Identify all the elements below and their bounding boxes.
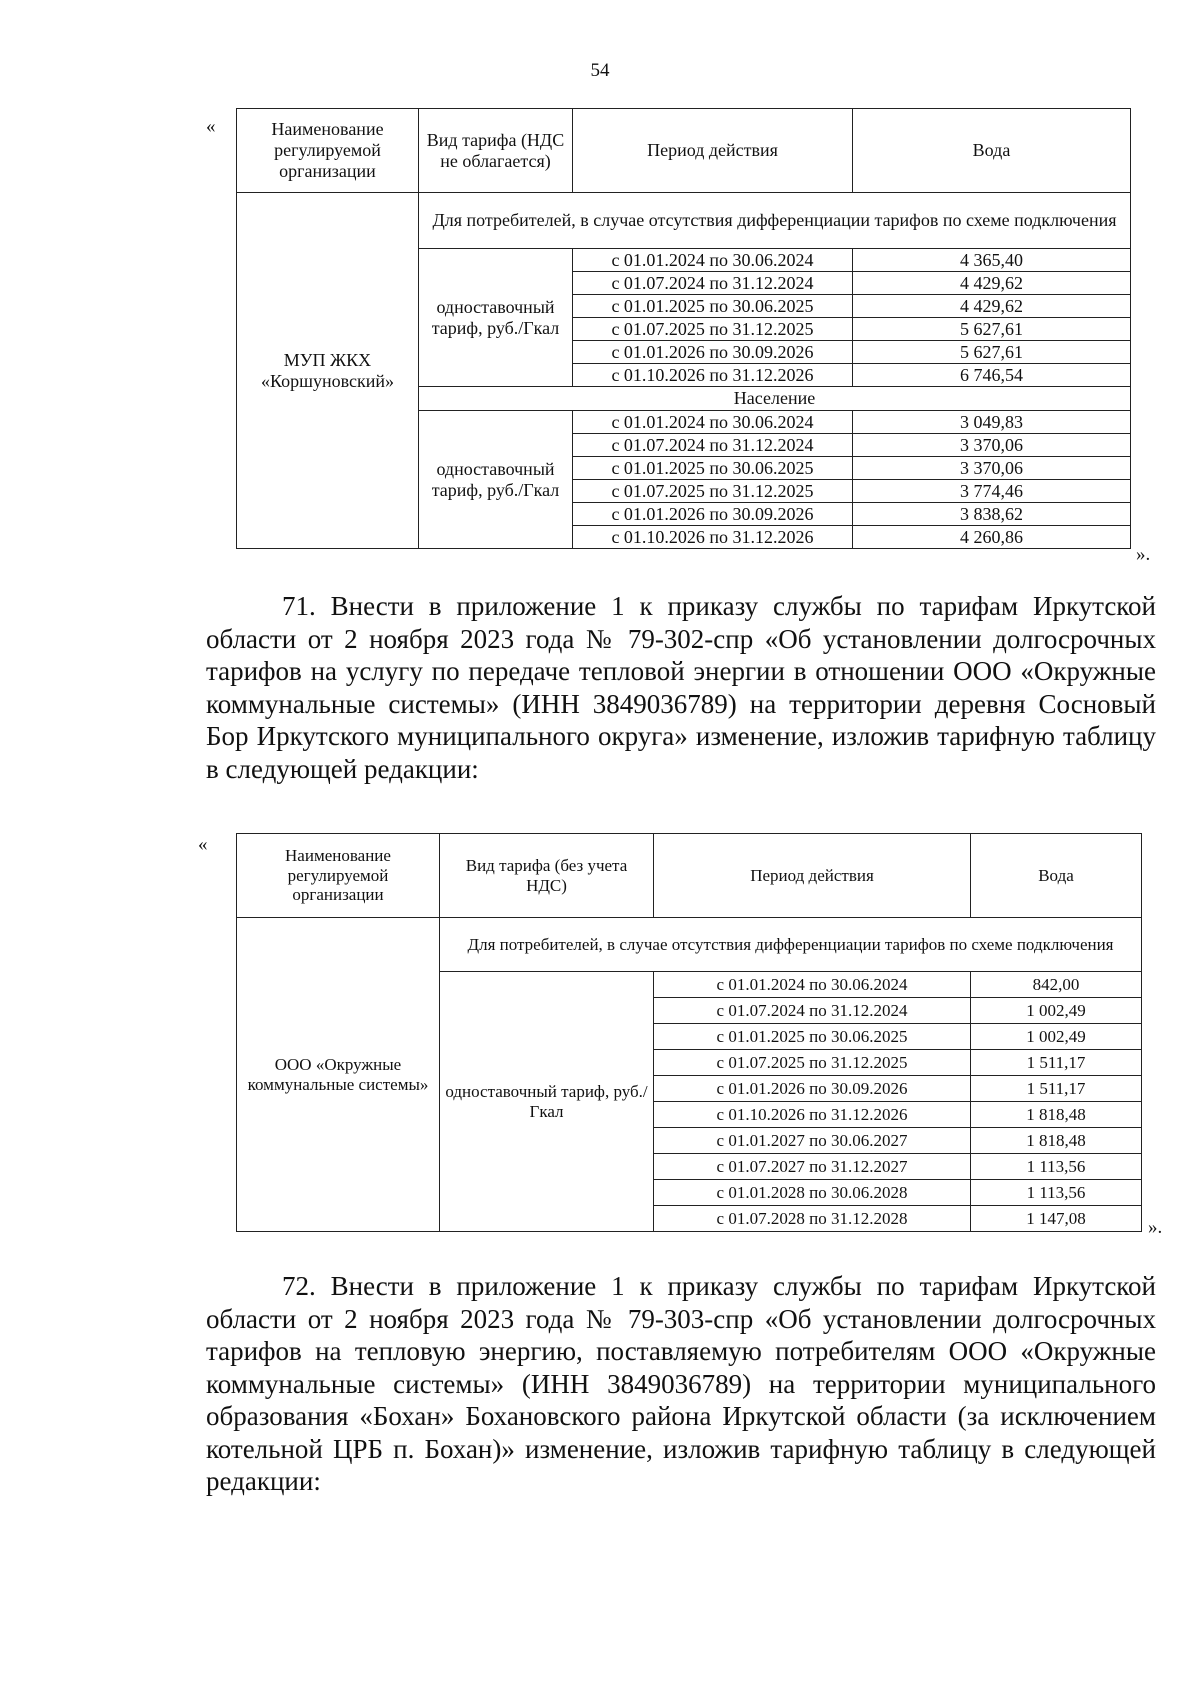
tariff-table-2: [236, 833, 1142, 1232]
tariff-table-1: [236, 108, 1131, 549]
value-cell: 5 627,61: [853, 341, 1131, 364]
organization-name: МУП ЖКХ «Коршуновский»: [237, 193, 419, 549]
header-org: Наименование регулируемой организации: [237, 834, 440, 918]
table2-close-quote: ».: [1148, 1217, 1163, 1238]
period-cell: с 01.01.2026 по 30.09.2026: [573, 503, 853, 526]
value-cell: 1 113,56: [971, 1180, 1142, 1206]
section-title: Население: [419, 387, 1131, 411]
value-cell: 1 511,17: [971, 1076, 1142, 1102]
period-cell: с 01.01.2026 по 30.09.2026: [573, 341, 853, 364]
period-cell: с 01.07.2024 по 31.12.2024: [573, 434, 853, 457]
value-cell: 4 260,86: [853, 526, 1131, 549]
value-cell: 1 147,08: [971, 1206, 1142, 1232]
tariff-type: одноставочный тариф, руб./Гкал: [440, 972, 654, 1232]
period-cell: с 01.01.2025 по 30.06.2025: [573, 295, 853, 318]
value-cell: 1 511,17: [971, 1050, 1142, 1076]
value-cell: 6 746,54: [853, 364, 1131, 387]
value-cell: 3 370,06: [853, 457, 1131, 480]
value-cell: 4 429,62: [853, 295, 1131, 318]
period-cell: с 01.07.2025 по 31.12.2025: [573, 480, 853, 503]
table2-open-quote: «: [198, 834, 208, 855]
period-cell: с 01.07.2027 по 31.12.2027: [654, 1154, 971, 1180]
value-cell: 3 370,06: [853, 434, 1131, 457]
header-water: Вода: [971, 834, 1142, 918]
paragraph-72: 72. Внести в приложение 1 к приказу службы по тарифам Иркутской области от 2 ноября 2023 года № 79-303-спр «Об установлении долгосрочных тарифов на тепловую энергию, поставляемую потребителям ООО «Окружные коммунальные системы» (ИНН 3849036789) на территории муниципального образования «Бохан» Бохановского района Иркутской области (за исключением котельной ЦРБ п. Бохан)» изменение, изложив тарифную таблицу в следующей редакции:: [206, 1271, 1156, 1496]
header-water: Вода: [853, 109, 1131, 193]
tariff-type: одноставочный тариф, руб./Гкал: [419, 411, 573, 549]
value-cell: 5 627,61: [853, 318, 1131, 341]
value-cell: 842,00: [971, 972, 1142, 998]
period-cell: с 01.07.2025 по 31.12.2025: [573, 318, 853, 341]
period-cell: с 01.10.2026 по 31.12.2026: [573, 364, 853, 387]
period-cell: с 01.01.2028 по 30.06.2028: [654, 1180, 971, 1206]
period-cell: с 01.10.2026 по 31.12.2026: [573, 526, 853, 549]
table-header-row: [237, 834, 1142, 918]
period-cell: с 01.07.2028 по 31.12.2028: [654, 1206, 971, 1232]
value-cell: 4 429,62: [853, 272, 1131, 295]
header-period: Период действия: [654, 834, 971, 918]
value-cell: 1 818,48: [971, 1128, 1142, 1154]
table-header-row: [237, 109, 1131, 193]
paragraph-71: 71. Внести в приложение 1 к приказу службы по тарифам Иркутской области от 2 ноября 2023 года № 79-302-спр «Об установлении долгосрочных тарифов на услугу по передаче тепловой энергии в отношении ООО «Окружные коммунальные системы» (ИНН 3849036789) на территории деревня Сосновый Бор Иркутского муниципального округа» изменение, изложив тарифную таблицу в следующей редакции:: [206, 591, 1156, 784]
period-cell: с 01.01.2024 по 30.06.2024: [654, 972, 971, 998]
value-cell: 3 838,62: [853, 503, 1131, 526]
period-cell: с 01.01.2024 по 30.06.2024: [573, 249, 853, 272]
value-cell: 1 002,49: [971, 998, 1142, 1024]
table1-close-quote: ».: [1136, 544, 1151, 565]
period-cell: с 01.07.2024 по 31.12.2024: [654, 998, 971, 1024]
page-number: 54: [590, 60, 610, 81]
value-cell: 4 365,40: [853, 249, 1131, 272]
period-cell: с 01.01.2025 по 30.06.2025: [654, 1024, 971, 1050]
header-period: Период действия: [573, 109, 853, 193]
period-cell: с 01.10.2026 по 31.12.2026: [654, 1102, 971, 1128]
organization-name: ООО «Окружные коммунальные системы»: [237, 918, 440, 1232]
header-tariff-type: Вид тарифа (НДС не облагается): [419, 109, 573, 193]
section-title: Для потребителей, в случае отсутствия дифференциации тарифов по схеме подключения: [440, 918, 1142, 972]
period-cell: с 01.01.2025 по 30.06.2025: [573, 457, 853, 480]
header-org: Наименование регулируемой организации: [237, 109, 419, 193]
period-cell: с 01.01.2026 по 30.09.2026: [654, 1076, 971, 1102]
value-cell: 1 002,49: [971, 1024, 1142, 1050]
period-cell: с 01.07.2025 по 31.12.2025: [654, 1050, 971, 1076]
period-cell: с 01.01.2024 по 30.06.2024: [573, 411, 853, 434]
value-cell: 3 774,46: [853, 480, 1131, 503]
period-cell: с 01.01.2027 по 30.06.2027: [654, 1128, 971, 1154]
section-title: Для потребителей, в случае отсутствия дифференциации тарифов по схеме подключения: [419, 193, 1131, 249]
table1-open-quote: «: [206, 116, 216, 137]
header-tariff-type: Вид тарифа (без учета НДС): [440, 834, 654, 918]
value-cell: 1 113,56: [971, 1154, 1142, 1180]
tariff-type: одноставочный тариф, руб./Гкал: [419, 249, 573, 387]
period-cell: с 01.07.2024 по 31.12.2024: [573, 272, 853, 295]
value-cell: 1 818,48: [971, 1102, 1142, 1128]
value-cell: 3 049,83: [853, 411, 1131, 434]
